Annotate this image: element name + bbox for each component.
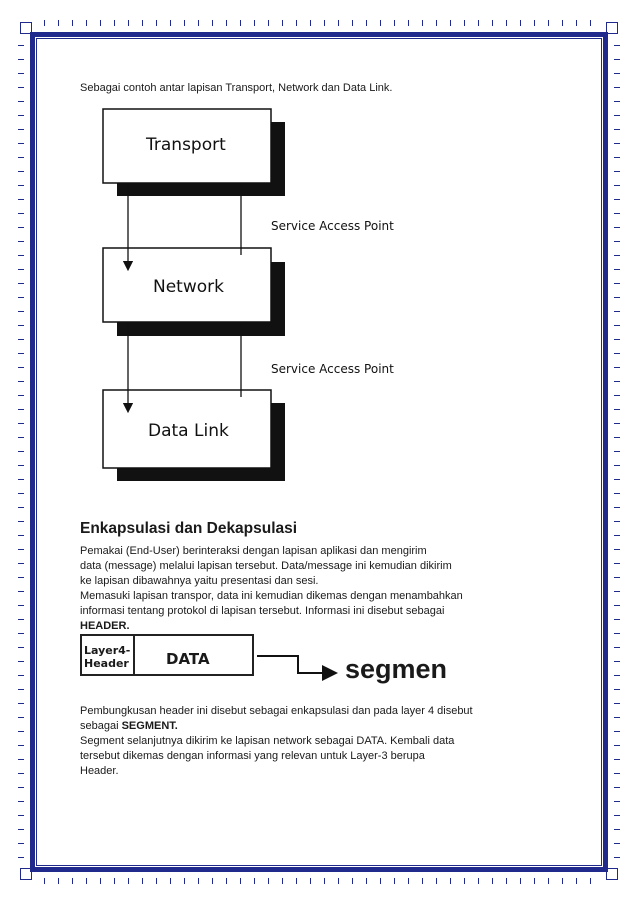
segmen-label: segmen — [345, 654, 448, 684]
paragraph-1-line: informasi tentang protokol di lapisan tersebut. Informasi ini disebut sebagai — [80, 605, 445, 617]
paragraph-2 — [80, 704, 530, 779]
paragraph-1-line: data (message) melalui lapisan tersebut. Data/message ini kemudian dikirim — [80, 560, 452, 572]
paragraph-1-line: Memasuki lapisan transpor, data ini kemudian dikemas dengan menambahkan — [80, 590, 463, 602]
data-label: DATA — [166, 650, 210, 668]
paragraph-2-prefix: sebagai — [80, 720, 122, 732]
section-heading: Enkapsulasi dan Dekapsulasi — [80, 520, 298, 537]
paragraph-2-line: Pembungkusan header ini disebut sebagai enkapsulasi dan pada layer 4 disebut — [80, 705, 473, 717]
layer4-header-line1: Layer4- — [84, 644, 131, 657]
paragraph-1 — [80, 544, 530, 634]
layer4-header-label — [84, 644, 132, 670]
paragraph-1-line: Pemakai (End-User) berinteraksi dengan lapisan aplikasi dan mengirim — [80, 545, 427, 557]
paragraph-2-line: Header. — [80, 765, 119, 777]
segment-keyword: SEGMENT. — [121, 720, 178, 732]
segment-arrow — [257, 656, 330, 673]
header-keyword: HEADER. — [80, 620, 130, 632]
sap-label-top: Service Access Point — [271, 219, 394, 233]
paragraph-2-line: tersebut dikemas dengan informasi yang relevan untuk Layer-3 berupa — [80, 750, 425, 762]
datalink-label: Data Link — [148, 421, 229, 441]
intro-text: Sebagai contoh antar lapisan Transport, Network dan Data Link. — [80, 82, 393, 94]
transport-label: Transport — [146, 135, 226, 155]
layer4-header-line2: Header — [84, 657, 129, 670]
paragraph-2-line: Segment selanjutnya dikirim ke lapisan network sebagai DATA. Kembali data — [80, 735, 455, 747]
paragraph-1-line: ke lapisan dibawahnya yaitu presentasi dan sesi. — [80, 575, 319, 587]
sap-label-bottom: Service Access Point — [271, 362, 394, 376]
network-label: Network — [153, 277, 224, 297]
